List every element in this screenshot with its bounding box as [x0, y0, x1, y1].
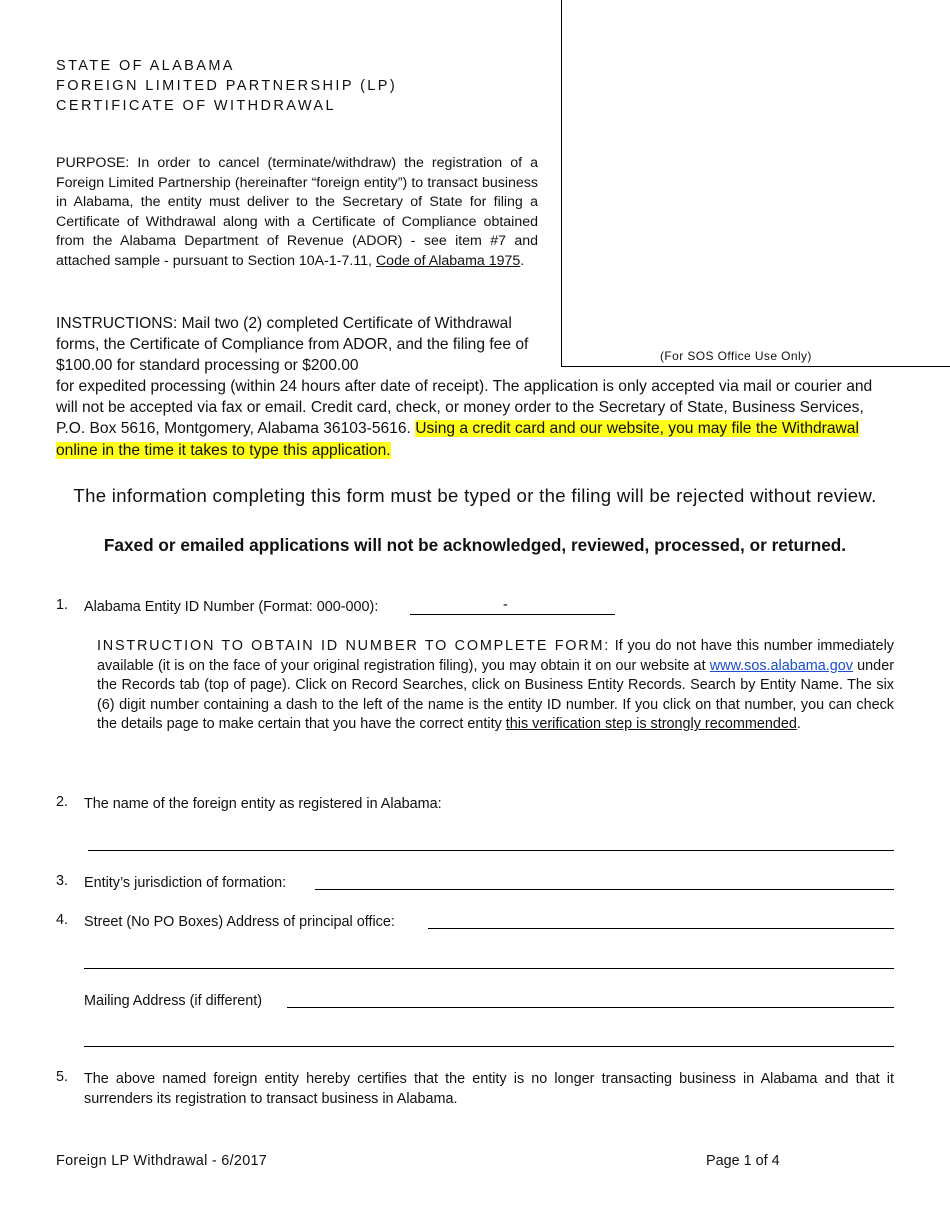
id-instruction-note: INSTRUCTION TO OBTAIN ID NUMBER TO COMPLETE FORM: If you do not have this number immediately available (it is on the face of your original registration filing), you may obtain it on our website at www.sos.alabama.gov under the Records tab (top of page). Click on Record Searches, click on Business Entity Records. Search by Entity Name. The six (6) digit number containing a dash to the left of the name is the entity ID number. If you click on that number, you can check the details page to make certain that you have the correct entity this verification step is strongly recommended. — [97, 638, 894, 733]
entity-id-dash: - — [503, 597, 508, 613]
form-title: CERTIFICATE OF WITHDRAWAL — [56, 98, 336, 114]
principal-office-field[interactable] — [428, 928, 894, 929]
form-entity-type: FOREIGN LIMITED PARTNERSHIP (LP) — [56, 78, 398, 94]
page-number: Page 1 of 4 — [706, 1153, 780, 1169]
entity-name-field[interactable] — [88, 850, 894, 851]
verification-recommendation: this verification step is strongly recommended — [505, 716, 797, 733]
jurisdiction-label: Entity’s jurisdiction of formation: — [84, 875, 287, 891]
item-5-number: 5. — [56, 1069, 69, 1085]
mailing-address-label: Mailing Address (if different) — [84, 993, 263, 1009]
item-4-number: 4. — [56, 912, 69, 928]
office-use-box — [561, 0, 950, 367]
jurisdiction-field[interactable] — [315, 889, 894, 890]
entity-id-label: Alabama Entity ID Number (Format: 000-000): — [84, 599, 379, 615]
instructions-continued: for expedited processing (within 24 hours after date of receipt). The application is only accepted via mail or courier and will not be accepted via fax or email. Credit card, check, or money order to the Secretary of State, Business Services, P.O. Box 5616, Montgomery, Alabama 36103-5616. Using a credit card and our website, you may file the Withdrawal online in the time it takes to type this application. — [56, 378, 873, 459]
form-version: Foreign LP Withdrawal - 6/2017 — [56, 1153, 268, 1169]
form-state: STATE OF ALABAMA — [56, 58, 235, 74]
surrender-statement: The above named foreign entity hereby certifies that the entity is no longer transacting business in Alabama and that it surrenders its registration to transact business in Alabama. — [84, 1071, 894, 1107]
typed-notice: The information completing this form must be typed or the filing will be rejected without review. — [73, 485, 877, 506]
principal-office-field-line-2[interactable] — [84, 968, 894, 969]
sos-website-link[interactable]: www.sos.alabama.gov — [709, 657, 853, 674]
code-reference: Code of Alabama 1975 — [375, 252, 521, 269]
instructions-paragraph: INSTRUCTIONS: Mail two (2) completed Certificate of Withdrawal forms, the Certificate of Compliance from ADOR, and the filing fee of $100.00 for standard processing or $200.00 — [56, 315, 529, 375]
purpose-paragraph: PURPOSE: In order to cancel (terminate/withdraw) the registration of a Foreign Limited Partnership (hereinafter “foreign entity”) to transact business in Alabama, the entity must deliver to the Secretary of State for filing a Certificate of Withdrawal along with a Certificate of Compliance obtained from the Alabama Department of Revenue (ADOR) - see item #7 and attached sample - pursuant to Section 10A-1-7.11, Code of Alabama 1975. — [56, 155, 538, 269]
fax-warning: Faxed or emailed applications will not be acknowledged, reviewed, processed, or returned. — [103, 535, 847, 555]
item-2-number: 2. — [56, 794, 69, 810]
online-filing-highlight: Using a credit card and our website, you may file the Withdrawal online in the time it takes to type this application. — [56, 420, 859, 459]
entity-name-label: The name of the foreign entity as registered in Alabama: — [84, 796, 442, 812]
item-3-number: 3. — [56, 873, 69, 889]
office-use-label: (For SOS Office Use Only) — [660, 349, 812, 363]
entity-id-field[interactable] — [410, 614, 615, 615]
item-1-number: 1. — [56, 597, 69, 613]
mailing-address-field[interactable] — [287, 1007, 894, 1008]
principal-office-label: Street (No PO Boxes) Address of principal office: — [84, 914, 395, 930]
mailing-address-field-line-2[interactable] — [84, 1046, 894, 1047]
